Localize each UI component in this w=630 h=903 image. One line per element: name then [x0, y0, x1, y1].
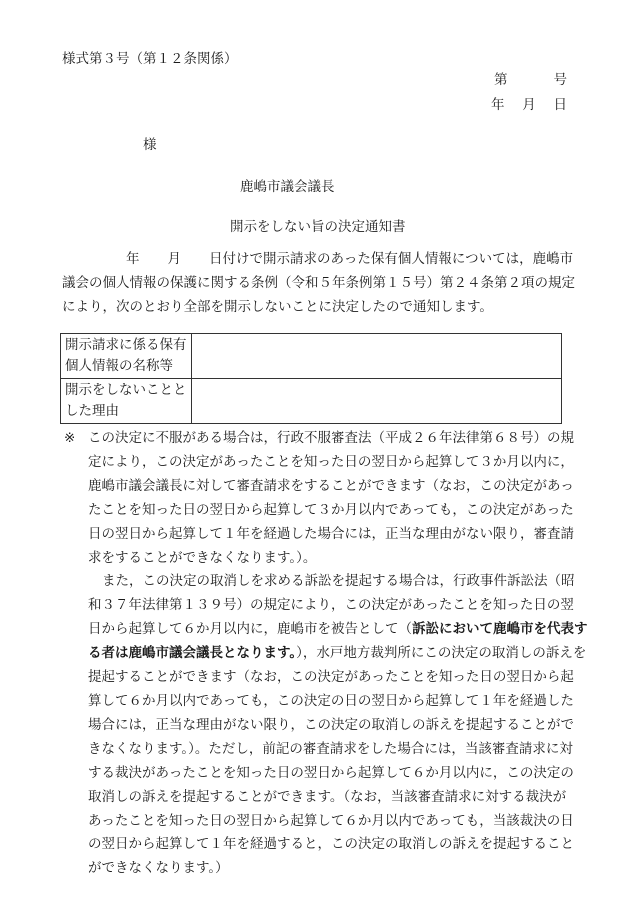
document-title: 開示をしない旨の決定通知書	[230, 219, 406, 235]
note-p2-line: 場合には，正当な理由がない限り，この決定の取消しの訴えを提起することがで	[88, 716, 574, 733]
note-p1-line: 鹿嶋市議会議長に対して審査請求をすることができます（なお，この決定があっ	[88, 477, 574, 494]
doc-number-suffix: 号	[553, 72, 567, 88]
row-value-info-name	[192, 334, 562, 379]
note-p2-line: ができなくなります。）	[88, 860, 229, 877]
note-p2-line: 算して６か月以内であっても，この決定の日の翌日から起算して１年を経過した	[88, 692, 574, 709]
notes	[62, 427, 588, 881]
bold-text: る者は鹿嶋市議会議長となります。	[88, 645, 297, 662]
note-p2-line: 和３７年法律第１３９号）の規定により，この決定があったことを知った日の翌	[88, 597, 574, 614]
note-p2-line: あったことを知った日の翌日から起算して６か月以内であっても，当該裁決の日	[88, 812, 574, 829]
date-year: 年	[491, 97, 505, 113]
table-row	[61, 379, 562, 424]
date-day: 日	[553, 97, 567, 113]
issuer: 鹿嶋市議会議長	[240, 179, 335, 195]
date-month: 月	[522, 97, 536, 113]
row-label-reason: 開示をしないことと した理由	[61, 379, 192, 424]
decision-table	[60, 333, 562, 424]
intro-paragraph	[62, 247, 575, 319]
note-p1-line: たことを知った日の翌日から起算して３か月以内であっても，この決定があった	[88, 501, 574, 518]
row-value-reason	[192, 379, 562, 424]
note-p2-line: 提起することができます（なお，この決定があったことを知った日の翌日から起	[88, 669, 574, 686]
table-row	[61, 334, 562, 379]
note-p2-line: る者は鹿嶋市議会議長となります。），水戸地方裁判所にこの決定の取消しの訴えを	[88, 645, 587, 662]
document-number	[494, 68, 567, 88]
doc-number-prefix: 第	[494, 72, 508, 88]
note-p2-line: 取消しの訴えを提起することができます。（なお，当該審査請求に対する裁決が	[88, 788, 567, 805]
note-p1-line: 日の翌日から起算して１年を経過した場合には，正当な理由がない限り，審査請	[88, 525, 574, 542]
addressee: 様	[143, 137, 157, 153]
note-p2-line: する裁決があったことを知った日の翌日から起算して６か月以内に，この決定の	[88, 764, 574, 781]
document-date	[491, 93, 567, 113]
note-p2-line: また，この決定の取消しを求める訴訟を提起する場合は，行政事件訴訟法（昭	[102, 573, 575, 590]
note-p2-line: きなくなります。）。ただし，前記の審査請求をした場合には，当該審査請求に対	[88, 740, 573, 757]
note-mark: ※	[64, 430, 76, 446]
row-label-info-name: 開示請求に係る保有 個人情報の名称等	[61, 334, 192, 379]
note-p2-line: の翌日から起算して１年を経過すると，この決定の取消しの訴えを提起すること	[88, 836, 574, 853]
note-p1-line: この決定に不服がある場合は，行政不服審査法（平成２６年法律第６８号）の規	[88, 430, 574, 446]
note-p1-line: 求をすることができなくなります。）。	[88, 549, 317, 566]
intro-line-1: 年 月 日付けで開示請求のあった保有個人情報については，鹿嶋市	[126, 251, 574, 267]
form-number: 様式第３号（第１２条関係）	[62, 51, 238, 67]
intro-line-2: 議会の個人情報の保護に関する条例（令和５年条例第１５号）第２４条第２項の規定	[62, 275, 575, 291]
intro-line-3: により，次のとおり全部を開示しないことに決定したので通知します。	[62, 299, 493, 315]
note-p1-line: 定により，この決定があったことを知った日の翌日から起算して３か月以内に，	[88, 453, 574, 470]
note-p2-line: 日から起算して６か月以内に，鹿嶋市を被告として（訴訟において鹿嶋市を代表す	[88, 621, 588, 638]
bold-text: 訴訟において鹿嶋市を代表す	[412, 621, 588, 638]
